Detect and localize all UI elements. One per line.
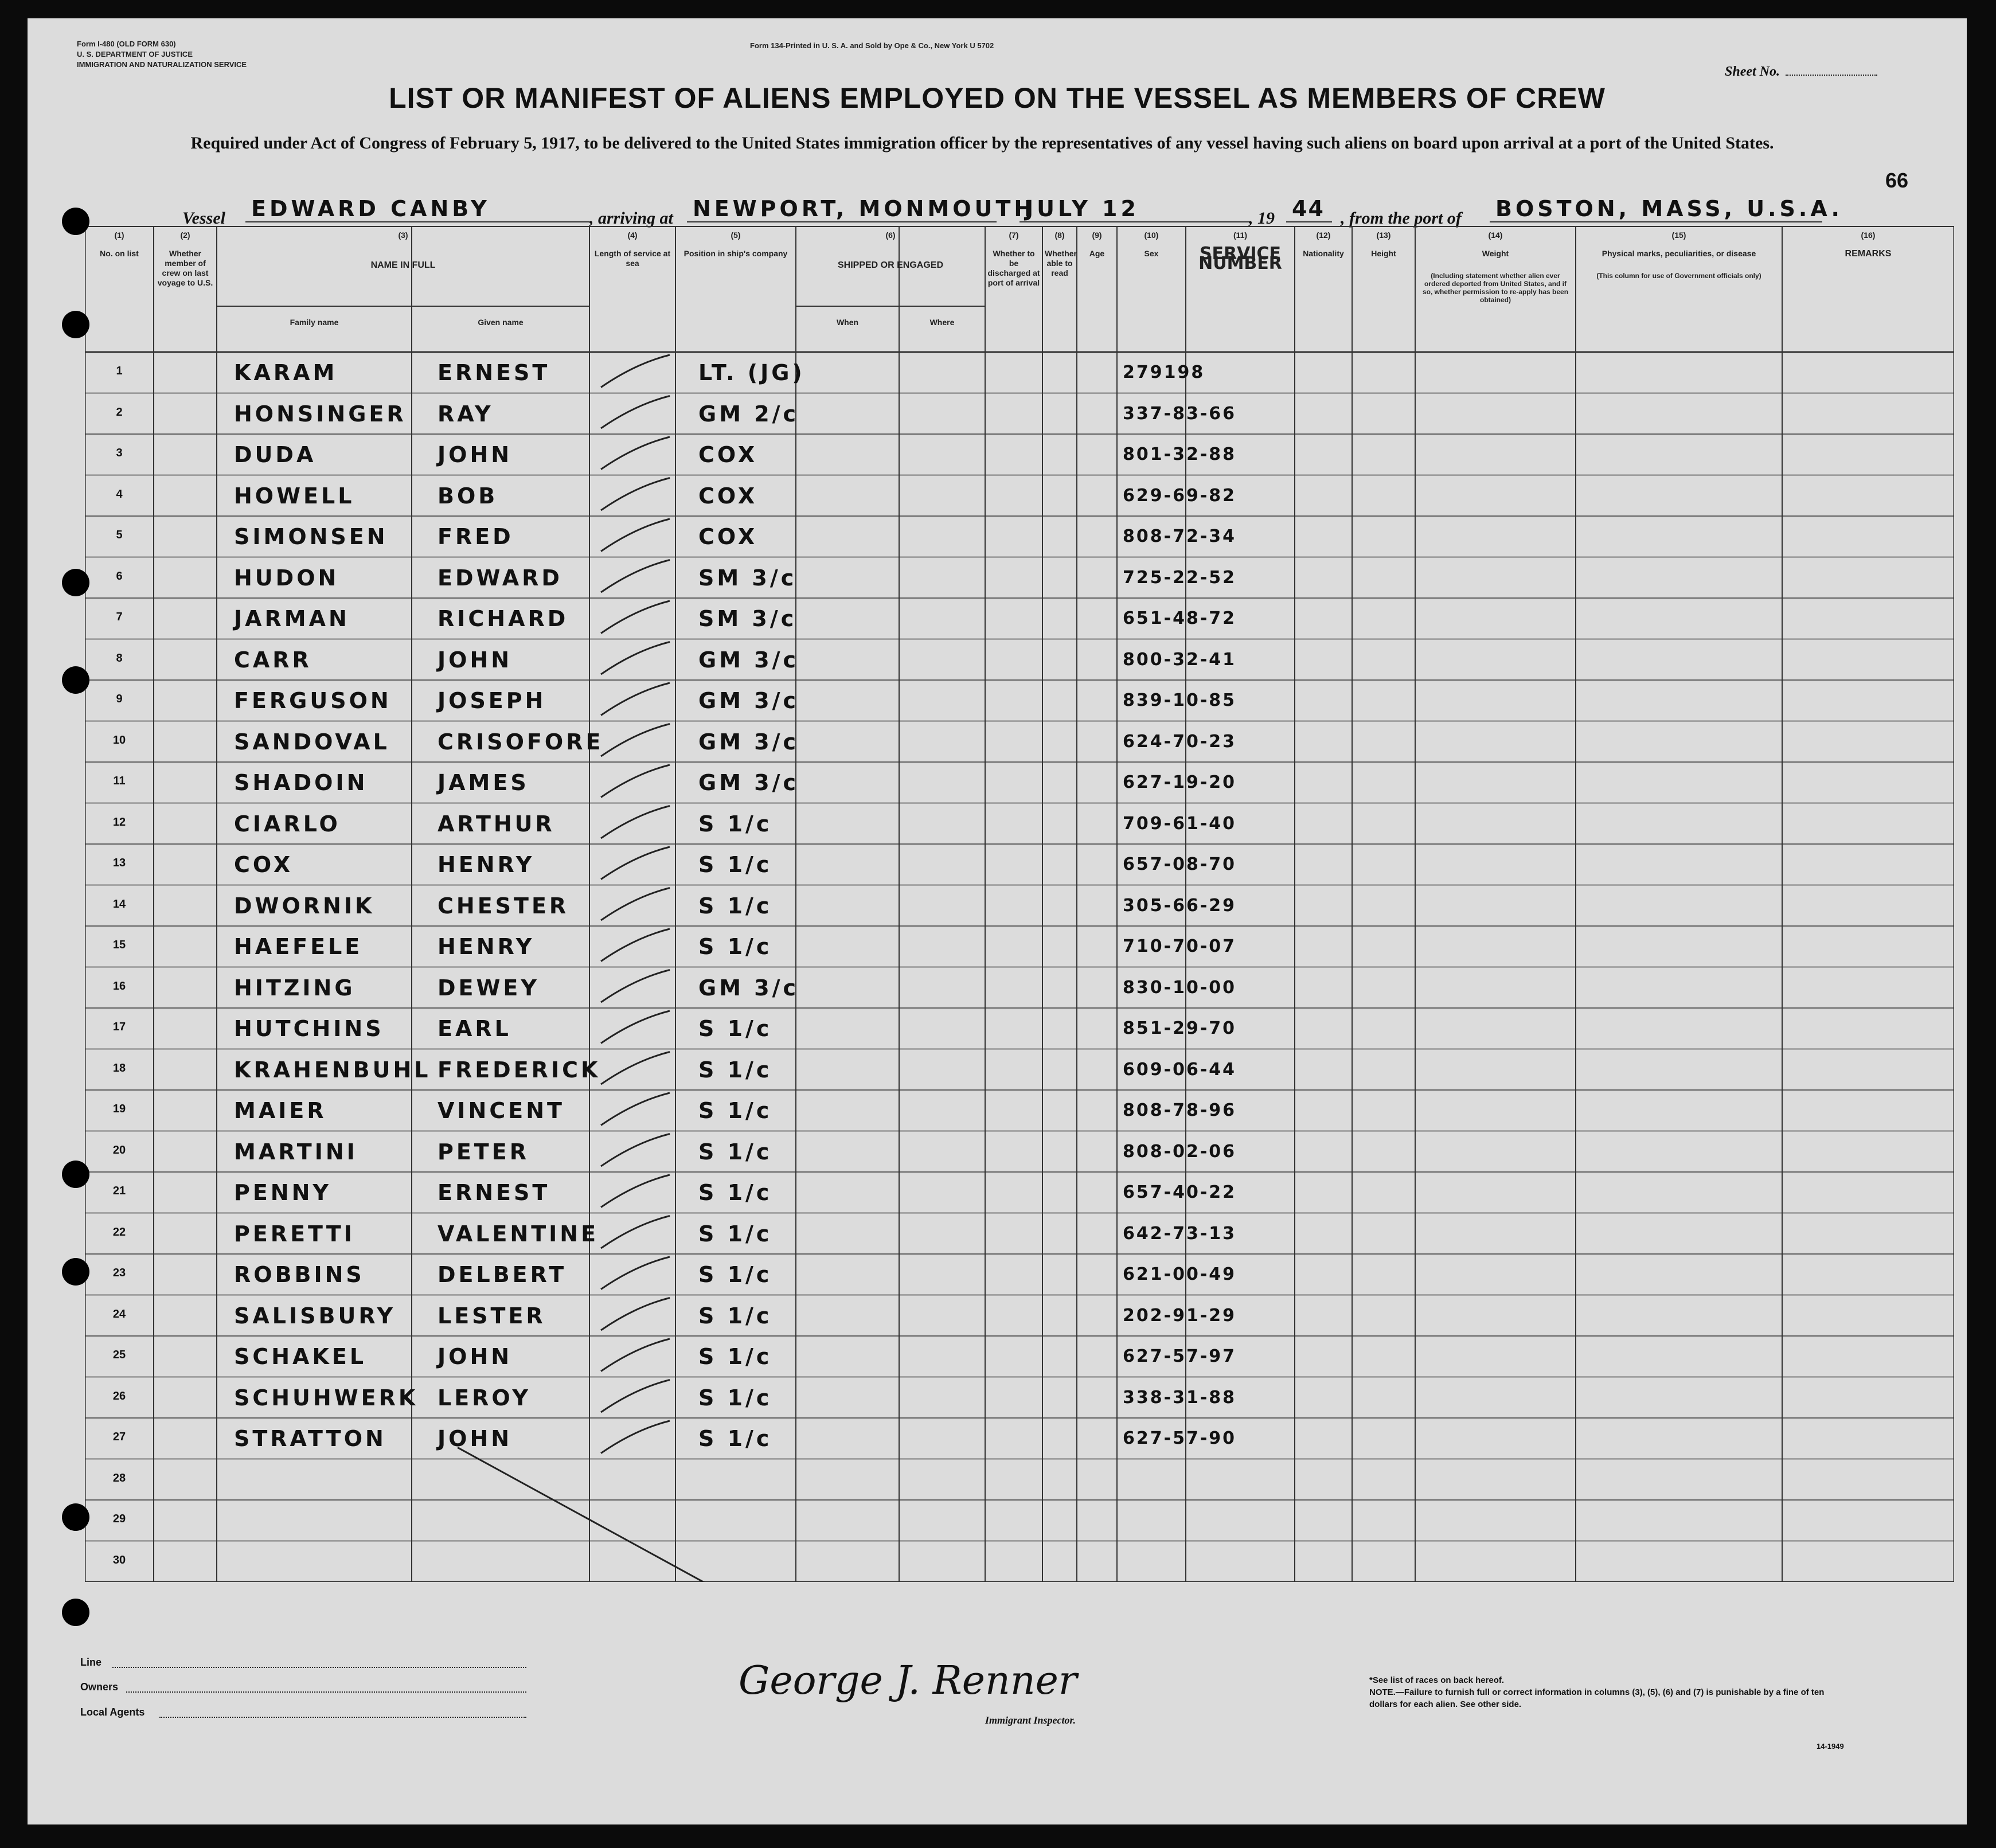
- given-name-cell: DELBERT: [438, 1262, 567, 1287]
- row-number: 5: [116, 529, 123, 541]
- punch-hole: [62, 208, 89, 235]
- page-title: LIST OR MANIFEST OF ALIENS EMPLOYED ON THE VESSEL AS MEMBERS OF CREW: [389, 82, 1606, 114]
- position-cell: COX: [698, 483, 758, 509]
- service-number-cell: 808-72-34: [1123, 526, 1237, 546]
- given-name-cell: FREDERICK: [438, 1057, 601, 1083]
- punch-hole: [62, 1503, 89, 1531]
- row-number: 6: [116, 569, 123, 583]
- position-cell: GM 3/c: [698, 647, 799, 673]
- position-cell: S 1/c: [698, 893, 772, 919]
- service-number-cell: 642-73-13: [1123, 1223, 1237, 1244]
- given-name-cell: JOHN: [438, 442, 513, 467]
- given-name-cell: PETER: [438, 1139, 529, 1165]
- position-cell: GM 3/c: [698, 688, 799, 713]
- column-label: No. on list: [100, 249, 139, 258]
- column-label: Nationality: [1303, 249, 1344, 258]
- row-number: 13: [112, 857, 126, 869]
- service-number-cell: 338-31-88: [1123, 1387, 1237, 1408]
- column-number: (14): [1488, 230, 1503, 240]
- ditto-stroke: [601, 1011, 670, 1044]
- service-number-cell: 279198: [1123, 362, 1205, 382]
- ditto-stroke: [601, 519, 670, 552]
- where-subheader: Where: [929, 318, 955, 327]
- column-label: SHIPPED OR ENGAGED: [837, 260, 944, 270]
- family-name-cell: JARMAN: [234, 606, 350, 631]
- given-name-cell: LEROY: [438, 1385, 531, 1411]
- given-name-cell: FRED: [438, 524, 514, 549]
- ditto-stroke: [601, 1380, 670, 1413]
- column-label: SERVICE NUMBER: [1198, 244, 1282, 274]
- position-cell: S 1/c: [698, 1016, 772, 1041]
- row-number: 15: [112, 939, 126, 951]
- column-label: Sex: [1144, 249, 1159, 258]
- given-name-cell: ERNEST: [438, 1180, 550, 1205]
- arriving-port: NEWPORT, MONMOUTH: [687, 196, 997, 222]
- position-cell: GM 3/c: [698, 975, 799, 1001]
- position-cell: S 1/c: [698, 1303, 772, 1329]
- line-field[interactable]: [112, 1667, 526, 1668]
- column-number: (4): [627, 230, 638, 240]
- ditto-stroke: [601, 847, 670, 880]
- family-name-cell: DWORNIK: [234, 893, 375, 919]
- action-note: (This column for use of Government officials only): [1596, 272, 1761, 280]
- footer-note: [1369, 1674, 1828, 1710]
- given-name-cell: ERNEST: [438, 360, 550, 385]
- row-number: 23: [112, 1267, 126, 1279]
- row-number: 8: [116, 651, 123, 665]
- family-name-cell: HAEFELE: [234, 934, 363, 959]
- row-number: 18: [112, 1061, 126, 1075]
- position-cell: COX: [698, 524, 758, 549]
- column-number: (7): [1009, 230, 1019, 240]
- form-header-left: [77, 39, 247, 70]
- sheet-no-field: [1725, 64, 1877, 80]
- from-port: BOSTON, MASS, U.S.A.: [1490, 196, 1822, 222]
- given-name-cell: VALENTINE: [438, 1221, 599, 1247]
- row-number: 20: [112, 1143, 126, 1157]
- ditto-stroke: [601, 355, 670, 388]
- service-number-cell: 830-10-00: [1123, 977, 1237, 998]
- punch-hole: [62, 1258, 89, 1286]
- given-name-cell: JAMES: [438, 770, 529, 795]
- service-number-cell: 657-40-22: [1123, 1182, 1237, 1202]
- position-cell: S 1/c: [698, 1344, 772, 1369]
- family-name-cell: CIARLO: [234, 811, 341, 837]
- column-number: (9): [1092, 230, 1102, 240]
- line-label: Line: [80, 1656, 102, 1668]
- service-number-cell: 851-29-70: [1123, 1018, 1237, 1038]
- column-number: (5): [731, 230, 741, 240]
- family-name-cell: KARAM: [234, 360, 338, 385]
- vessel-label: Vessel: [182, 209, 225, 228]
- ditto-stroke: [601, 929, 670, 962]
- position-cell: GM 3/c: [698, 770, 799, 795]
- closing-stroke: [458, 1448, 756, 1583]
- family-name-cell: PERETTI: [234, 1221, 355, 1247]
- column-number: (15): [1671, 230, 1686, 240]
- position-cell: SM 3/c: [698, 565, 797, 591]
- ditto-stroke: [601, 1257, 670, 1290]
- vessel-line: [182, 196, 1845, 230]
- when-subheader: When: [836, 318, 859, 327]
- service-number-cell: 305-66-29: [1123, 895, 1237, 916]
- service-number-cell: 839-10-85: [1123, 690, 1237, 710]
- row-number: 19: [112, 1103, 126, 1115]
- ditto-stroke: [601, 724, 670, 757]
- column-number: (1): [114, 230, 124, 240]
- ditto-stroke: [601, 642, 670, 675]
- ditto-stroke: [601, 560, 670, 593]
- given-name-cell: HENRY: [438, 852, 535, 877]
- family-name-cell: HITZING: [234, 975, 356, 1001]
- ditto-stroke: [601, 970, 670, 1003]
- row-number: 14: [112, 897, 126, 911]
- service-number-cell: 710-70-07: [1123, 936, 1237, 956]
- given-name-cell: BOB: [438, 483, 498, 509]
- year-suffix: 44: [1286, 196, 1332, 222]
- service-number-cell: 627-19-20: [1123, 772, 1237, 792]
- punch-hole: [62, 666, 89, 694]
- service-number-cell: 808-02-06: [1123, 1141, 1237, 1162]
- family-name-cell: DUDA: [234, 442, 317, 467]
- column-number: (12): [1316, 230, 1331, 240]
- column-label: Weight: [1482, 249, 1509, 258]
- row-number: 22: [112, 1225, 126, 1238]
- punch-hole: [62, 1599, 89, 1626]
- given-name-cell: CHESTER: [438, 893, 569, 919]
- ditto-stroke: [601, 1421, 670, 1454]
- given-name-cell: ARTHUR: [438, 811, 555, 837]
- given-name-cell: CRISOFORE: [438, 729, 604, 755]
- family-name-cell: HOWELL: [234, 483, 355, 509]
- service-number-cell: 627-57-90: [1123, 1428, 1237, 1448]
- arriving-label: , arriving at: [589, 209, 673, 228]
- column-number: (6): [885, 230, 896, 240]
- ditto-stroke: [601, 1298, 670, 1331]
- row-number: 12: [112, 815, 126, 829]
- service-number-cell: 800-32-41: [1123, 649, 1237, 670]
- position-cell: S 1/c: [698, 1098, 772, 1123]
- agents-label: Local Agents: [80, 1706, 145, 1718]
- family-name-cell: KRAHENBUHL: [234, 1057, 431, 1083]
- punch-hole: [62, 311, 89, 338]
- owners-label: Owners: [80, 1681, 119, 1693]
- family-name-cell: FERGUSON: [234, 688, 392, 713]
- family-name-cell: SALISBURY: [234, 1303, 396, 1329]
- ditto-stroke: [601, 1134, 670, 1167]
- family-name-cell: STRATTON: [234, 1426, 386, 1451]
- family-name-cell: PENNY: [234, 1180, 331, 1205]
- given-name-cell: RAY: [438, 401, 494, 427]
- punch-hole: [62, 1161, 89, 1188]
- family-name-cell: SANDOVAL: [234, 729, 390, 755]
- family-name-cell: SHADOIN: [234, 770, 368, 795]
- family-name-cell: MAIER: [234, 1098, 327, 1123]
- row-number: 3: [116, 447, 123, 459]
- ditto-stroke: [601, 888, 670, 921]
- row-number: 25: [112, 1349, 126, 1361]
- given-name-cell: EARL: [438, 1016, 511, 1041]
- arrival-date: JULY 12: [1020, 196, 1249, 222]
- column-label: Age: [1089, 249, 1105, 258]
- ditto-stroke: [601, 806, 670, 839]
- ditto-stroke: [601, 1175, 670, 1208]
- owners-field[interactable]: [126, 1691, 526, 1693]
- row-number: 26: [112, 1389, 126, 1402]
- service-number-cell: 627-57-97: [1123, 1346, 1237, 1366]
- family-name-cell: MARTINI: [234, 1139, 358, 1165]
- column-number: (11): [1233, 230, 1248, 240]
- row-number: 11: [113, 775, 126, 787]
- position-cell: S 1/c: [698, 1057, 772, 1083]
- position-cell: GM 3/c: [698, 729, 799, 755]
- note-text: NOTE.—Failure to furnish full or correct information in columns (3), (5), (6) and (7) is punishable by a fine of ten dollars for each alien. See other side.: [1369, 1687, 1825, 1709]
- column-label: Physical marks, peculiarities, or disease: [1602, 249, 1756, 258]
- given-name-cell: LESTER: [438, 1303, 546, 1329]
- row-number: 2: [116, 405, 123, 419]
- position-cell: S 1/c: [698, 811, 772, 837]
- remarks-note: (Including statement whether alien ever ordered deported from United States, and if so, whether permission to re-apply has been obtained): [1422, 272, 1569, 304]
- service-number-cell: 657-08-70: [1123, 854, 1237, 874]
- column-label: REMARKS: [1845, 249, 1892, 259]
- vessel-name: EDWARD CANBY: [245, 196, 589, 222]
- sheet-number: 66: [1885, 169, 1909, 192]
- note-races: *See list of races on back hereof.: [1369, 1675, 1505, 1685]
- service-number-cell: 725-22-52: [1123, 567, 1237, 588]
- row-number: 17: [112, 1021, 126, 1033]
- row-number: 1: [116, 365, 123, 377]
- service-number-cell: 609-06-44: [1123, 1059, 1237, 1080]
- row-number: 7: [116, 611, 123, 623]
- service-number-cell: 621-00-49: [1123, 1264, 1237, 1284]
- row-number: 9: [116, 693, 123, 705]
- ditto-stroke: [601, 1339, 670, 1372]
- department: U. S. DEPARTMENT OF JUSTICE: [77, 50, 193, 58]
- row-number: 10: [112, 733, 126, 747]
- given-name-subheader: Given name: [478, 318, 524, 327]
- column-label: Whether member of crew on last voyage to U.S.: [157, 249, 213, 287]
- sheet-no-label: Sheet No.: [1725, 64, 1780, 79]
- service-number-cell: 651-48-72: [1123, 608, 1237, 628]
- family-name-cell: CARR: [234, 647, 312, 673]
- row-number: 4: [116, 487, 123, 501]
- printer-line: Form 134-Printed in U. S. A. and Sold by Ope & Co., New York U 5702: [750, 41, 994, 50]
- ditto-stroke: [601, 765, 670, 798]
- position-cell: S 1/c: [698, 1139, 772, 1165]
- column-label: Height: [1371, 249, 1396, 258]
- ditto-stroke: [601, 437, 670, 470]
- position-cell: GM 2/c: [698, 401, 799, 427]
- family-name-cell: HONSINGER: [234, 401, 407, 427]
- ditto-stroke: [601, 478, 670, 511]
- year-prefix: , 19: [1249, 209, 1275, 228]
- position-cell: LT. (JG): [698, 360, 805, 385]
- column-number: (3): [398, 230, 408, 240]
- position-cell: S 1/c: [698, 1221, 772, 1247]
- service-number-cell: 801-32-88: [1123, 444, 1237, 464]
- ditto-stroke: [601, 683, 670, 716]
- service-number-cell: 337-83-66: [1123, 403, 1237, 424]
- row-number: 21: [112, 1185, 126, 1197]
- column-number: (8): [1054, 230, 1065, 240]
- family-name-cell: SIMONSEN: [234, 524, 388, 549]
- row-number: 24: [112, 1307, 126, 1320]
- position-cell: S 1/c: [698, 1180, 772, 1205]
- punch-hole: [62, 569, 89, 596]
- column-number: (10): [1144, 230, 1159, 240]
- page-subtitle: Required under Act of Congress of February 5, 1917, to be delivered to the United States immigration officer by the representatives of any vessel having such aliens on board upon arrival at a port of the United States.: [190, 134, 1774, 153]
- column-label: Whether able to read: [1045, 249, 1077, 278]
- given-name-cell: RICHARD: [438, 606, 569, 631]
- given-name-cell: HENRY: [438, 934, 535, 959]
- column-label: NAME IN FULL: [370, 260, 436, 270]
- form-code: 14-1949: [1817, 1742, 1844, 1751]
- column-label: Whether to be discharged at port of arrival: [987, 249, 1040, 287]
- family-name-cell: SCHUHWERK: [234, 1385, 419, 1411]
- given-name-cell: JOHN: [438, 1344, 513, 1369]
- given-name-cell: JOHN: [438, 647, 513, 673]
- service: IMMIGRATION AND NATURALIZATION SERVICE: [77, 60, 247, 69]
- family-name-cell: SCHAKEL: [234, 1344, 367, 1369]
- given-name-cell: VINCENT: [438, 1098, 565, 1123]
- given-name-cell: EDWARD: [438, 565, 563, 591]
- row-number: 30: [112, 1553, 126, 1566]
- ditto-stroke: [601, 396, 670, 429]
- family-name-cell: HUDON: [234, 565, 339, 591]
- given-name-cell: DEWEY: [438, 975, 540, 1001]
- ditto-stroke: [601, 1052, 670, 1085]
- column-number: (16): [1861, 230, 1876, 240]
- service-number-cell: 624-70-23: [1123, 731, 1237, 752]
- position-cell: S 1/c: [698, 1262, 772, 1287]
- ditto-stroke: [601, 1093, 670, 1126]
- row-number: 16: [112, 979, 126, 993]
- service-number-cell: 709-61-40: [1123, 813, 1237, 834]
- agents-field[interactable]: [159, 1717, 526, 1718]
- position-cell: S 1/c: [698, 852, 772, 877]
- column-label: Length of service at sea: [594, 249, 671, 268]
- position-cell: COX: [698, 442, 758, 467]
- row-number: 29: [112, 1513, 126, 1525]
- service-number-cell: 808-78-96: [1123, 1100, 1237, 1120]
- given-name-cell: JOSEPH: [438, 688, 546, 713]
- inspector-label: Immigrant Inspector.: [985, 1714, 1076, 1726]
- ditto-stroke: [601, 1216, 670, 1249]
- ditto-stroke: [601, 601, 670, 634]
- form-number: Form I-480 (OLD FORM 630): [77, 40, 176, 48]
- manifest-sheet: [28, 18, 1967, 1824]
- service-number-cell: 629-69-82: [1123, 485, 1237, 506]
- row-number: 28: [112, 1471, 126, 1484]
- row-number: 27: [112, 1431, 126, 1443]
- column-label: Position in ship's company: [683, 249, 788, 258]
- position-cell: S 1/c: [698, 1426, 772, 1451]
- inspector-signature: George J. Renner: [739, 1658, 1077, 1704]
- family-name-cell: COX: [234, 852, 294, 877]
- column-number: (13): [1376, 230, 1391, 240]
- position-cell: S 1/c: [698, 1385, 772, 1411]
- column-number: (2): [180, 230, 190, 240]
- from-label: , from the port of: [1341, 209, 1462, 228]
- family-name-cell: HUTCHINS: [234, 1016, 384, 1041]
- service-number-cell: 202-91-29: [1123, 1305, 1237, 1326]
- given-name-cell: JOHN: [438, 1426, 513, 1451]
- position-cell: S 1/c: [698, 934, 772, 959]
- family-name-subheader: Family name: [290, 318, 339, 327]
- position-cell: SM 3/c: [698, 606, 797, 631]
- family-name-cell: ROBBINS: [234, 1262, 365, 1287]
